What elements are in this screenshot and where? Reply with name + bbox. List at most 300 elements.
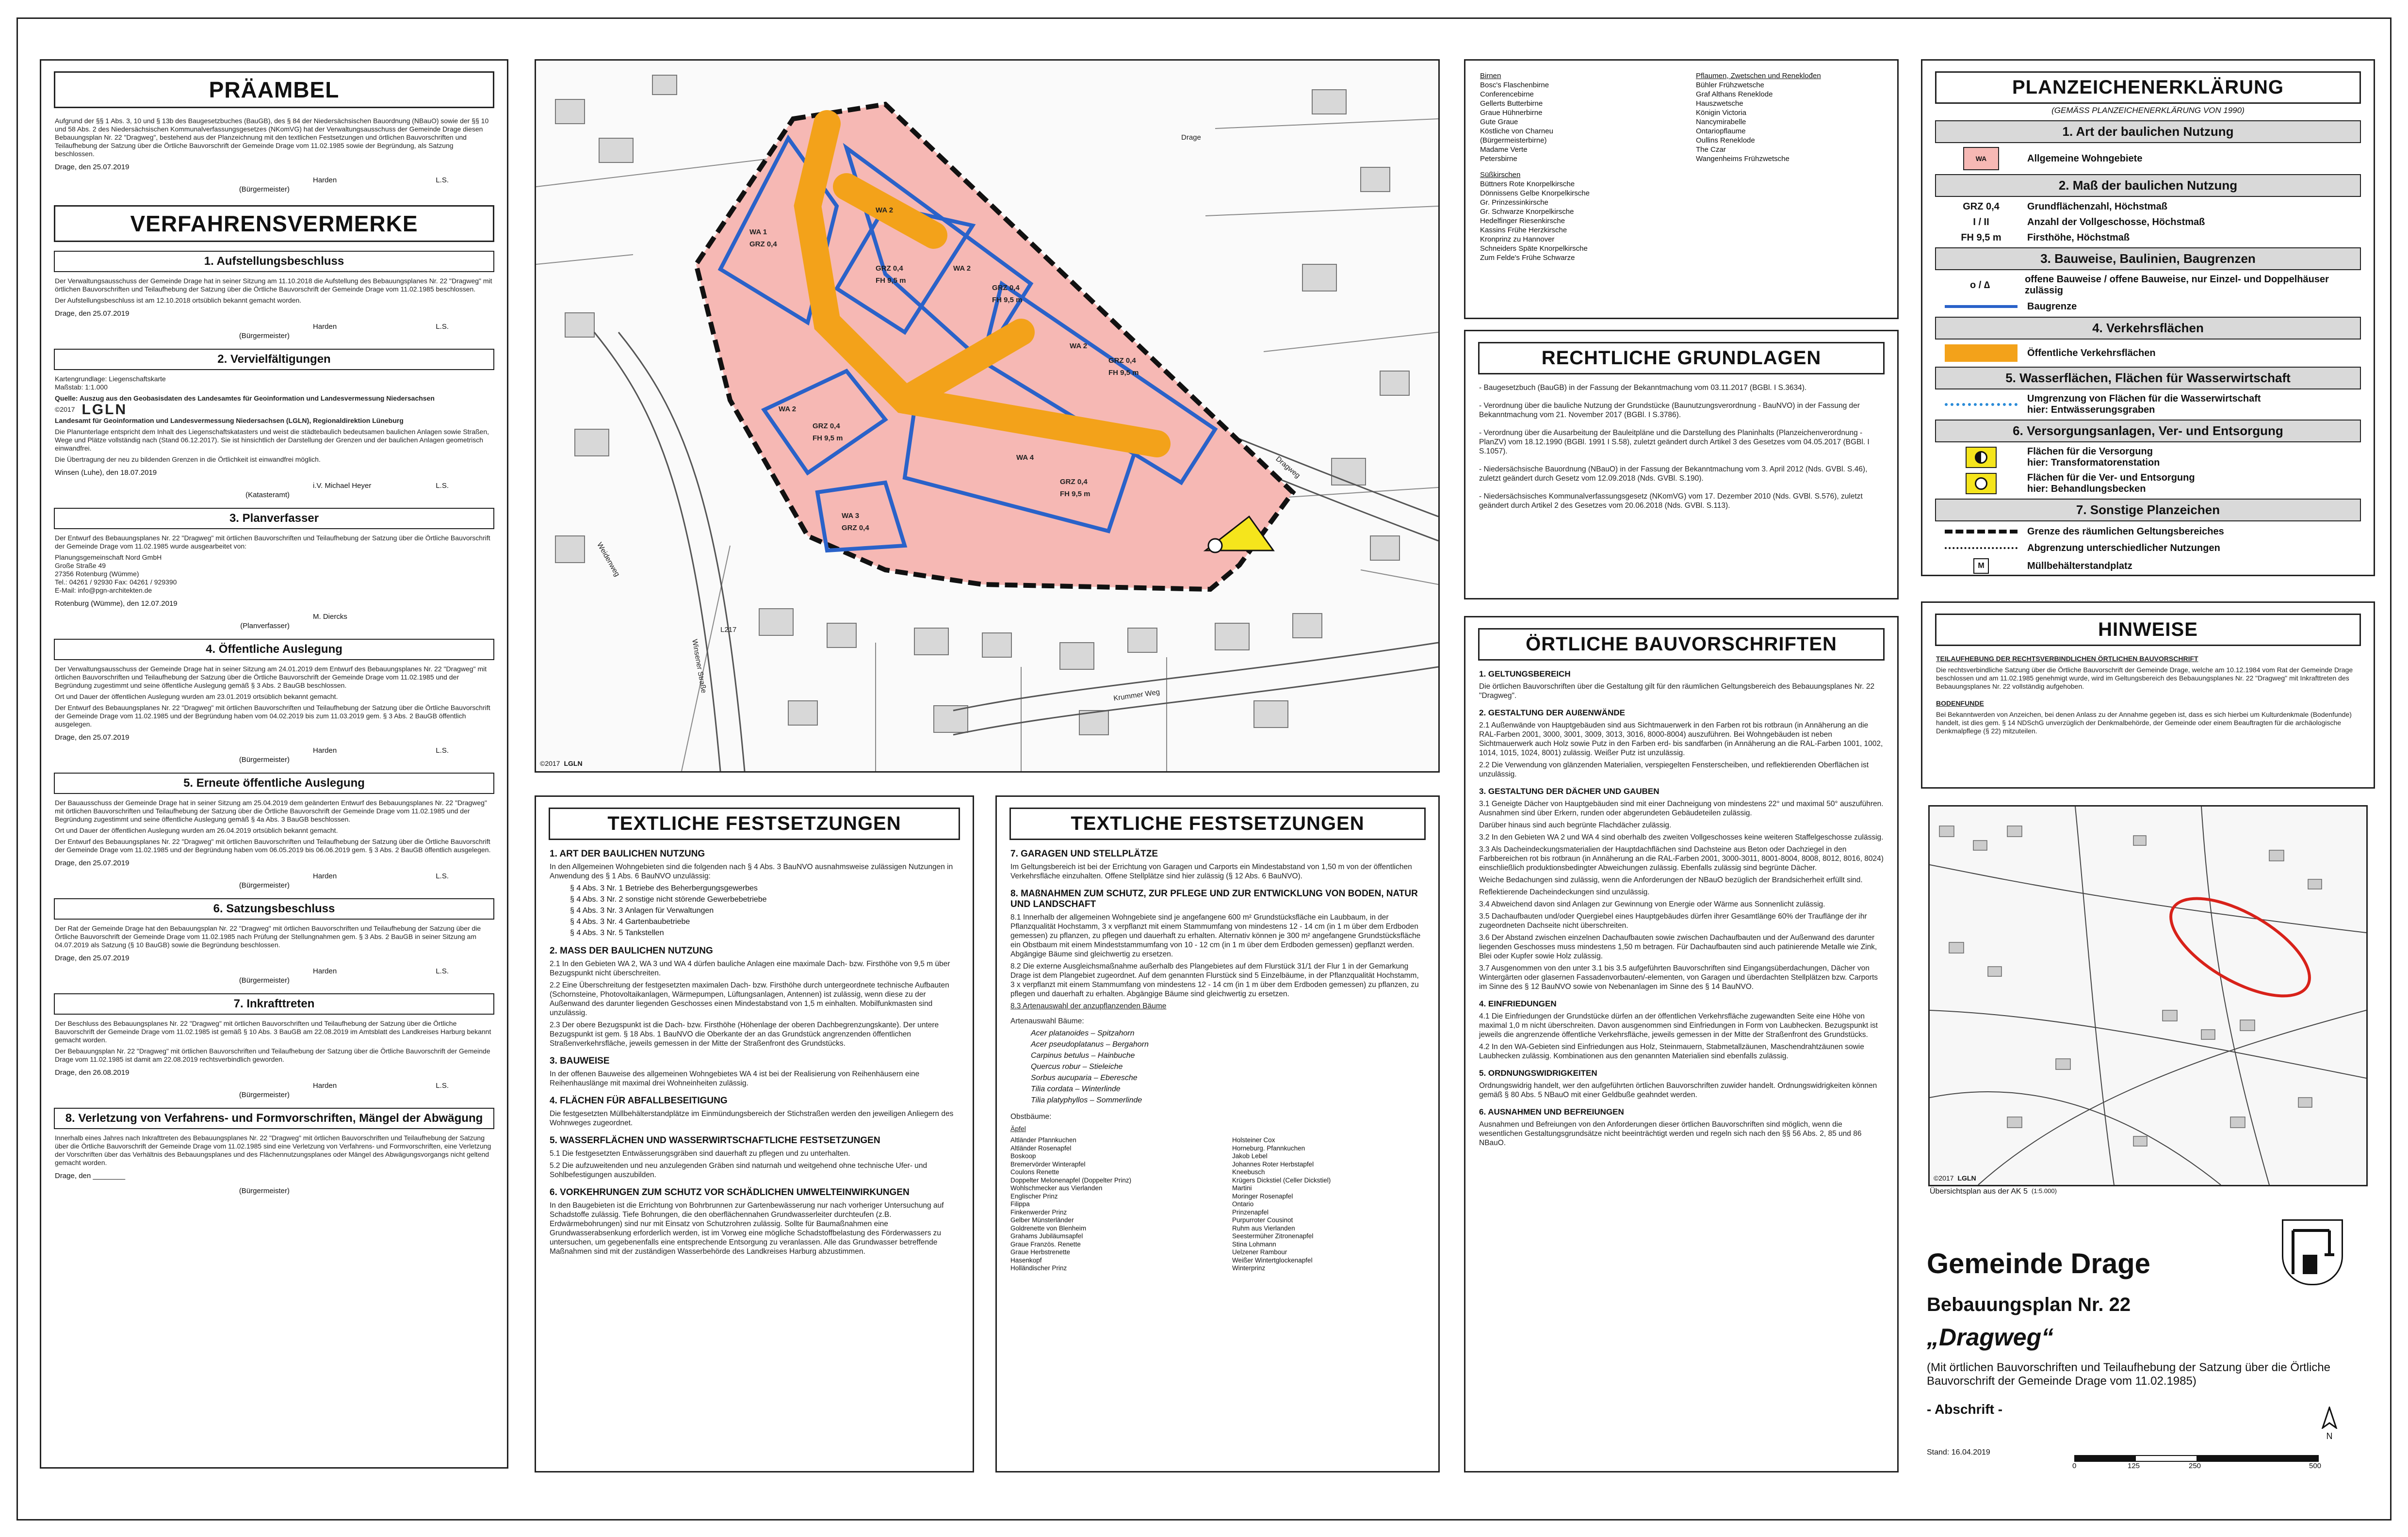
map-label-l217: L217 — [720, 626, 737, 634]
tf1-s2t3: 2.3 Der obere Bezugspunkt ist die Dach- bzw. Firsthöhe (Höhenlage der oberen Dachbegrenzungskante). Der untere Bezugspunkt ist gem. § 18 Abs. 1 BauNVO die Oberkante der an das Grundstück angrenzenden öffentlichen Straßenverkehrsfläche, jeweils gemessen in der Mitte der Straßenfront des Grundstücks. — [550, 1021, 939, 1048]
tf1-s4t: Die festgesetzten Müllbehälterstandplätze im Einmündungsbereich der Stichstraßen werden den jeweiligen Anliegern des Wohnweges zugeordnet. — [550, 1110, 954, 1127]
legend-text-trafo: Flächen für die Versorgung hier: Transformatorenstation — [2027, 446, 2160, 468]
v3-sign — [313, 613, 449, 621]
apfel-item: Wohlschmecker aus Vierlanden — [1010, 1184, 1103, 1192]
legend-text-grenze: Grenze des räumlichen Geltungsbereiches — [2027, 526, 2224, 537]
obst-col-left — [1480, 71, 1667, 262]
wa-swatch-text: WA — [1975, 155, 1987, 162]
v5-date: Drage, den 25.07.2019 — [55, 859, 130, 867]
apfel-item: Prinzenapfel — [1232, 1208, 1269, 1216]
apfel-item: Graue Französ. Renette — [1010, 1240, 1081, 1248]
rechtlich-item: - Verordnung über die Ausarbeitung der Bauleitpläne und die Darstellung des Planinhalts (Planzeichenverordnung - PlanZV) vom 18.12.1990 (BGBl. 1991 I S.58), zuletzt geändert durch Artikel 3 des Gesetzes vom 04.05.2017 (BGBl. I S.1057). — [1479, 429, 1870, 455]
plan-sub: (Mit örtlichen Bauvorschriften und Teilaufhebung der Satzung über die Örtliche Bauvorschrift der Gemeinde Drage vom 11.02.1985) — [1927, 1361, 2331, 1388]
map-wa3-grz: GRZ 0,4 — [842, 524, 869, 532]
pflaumen-item: Bühler Frühzwetsche — [1696, 81, 1764, 89]
v6-title: 6. Satzungsbeschluss — [54, 898, 494, 920]
ob-s3t6: 3.6 Der Abstand zwischen einzelnen Dachaufbauten sowie zwischen Dachaufbauten und der Außenwand des darunter liegenden Geschosses muss mindestens 1,50 m betragen. Für Dachaufbauten sind auch patinierende Metalle wie Zink, Blei oder Kupfer sowie Holz zulässig. — [1479, 934, 1877, 960]
v2-text4: Die Übertragung der neu zu bildenden Grenzen in die Örtlichkeit ist einwandfrei möglich. — [55, 455, 321, 463]
v1-text: Der Verwaltungsausschuss der Gemeinde Drage hat in seiner Sitzung am 11.10.2018 die Aufstellung des Bebauungsplanes Nr. 22 "Dragweg" mit örtlichen Bauvorschriften und Teilaufhebung der Satzung über die Örtliche Bauvorschrift der Gemeinde Drage vom 11.02.1985 beschlossen. — [55, 277, 492, 293]
v1-sign-role: (Bürgermeister) — [239, 332, 290, 340]
rechtlich-title: RECHTLICHE GRUNDLAGEN — [1478, 342, 1885, 374]
map-wa2c-label: WA 2 — [1070, 342, 1088, 350]
v5-text3: Der Entwurf des Bebauungsplanes Nr. 22 "Dragweg" mit örtlichen Bauvorschriften und Teilaufhebung der Satzung über die Örtliche Bauvorschrift der Gemeinde Drage vom 11.02.1985 und der Begründung haben vom 06.05.2019 bis 06.06.2019 gem. § 3 Abs. 2 BauGB öffentlich ausgelegen. — [55, 838, 491, 854]
v2-date: Winsen (Luhe), den 18.07.2019 — [55, 469, 157, 477]
birnen-item: Gellerts Butterbirne — [1480, 99, 1543, 108]
birnen-item: Köstliche von Charneu — [1480, 127, 1553, 135]
rechtlich-item: - Niedersächsisches Kommunalverfassungsgesetz (NKomVG) vom 17. Dezember 2010 (Nds. GVBl. S.576), zuletzt geändert durch Artikel 2 des Gesetzes vom 20.06.2018 (Nds. GVBl. S.113). — [1479, 492, 1863, 510]
v7-sign-ls: L.S. — [436, 1082, 449, 1090]
birnen-item: Graue Hühnerbirne — [1480, 109, 1543, 117]
legend-row-baugrenze — [1935, 300, 2361, 313]
apfel-item: Boskoop — [1010, 1152, 1036, 1160]
plan-name: „Dragweg“ — [1927, 1324, 2054, 1351]
tf1-panel — [535, 795, 974, 1472]
apfel-item: Weißer Wintertglockenapfel — [1232, 1256, 1313, 1264]
ob-s3t3c: Reflektierende Dacheindeckungen sind unzulässig. — [1479, 888, 1650, 896]
v7-title: 7. Inkrafttreten — [54, 993, 494, 1015]
v8-date: Drage, den ________ — [55, 1172, 126, 1180]
tf2-laub-title: Artenauswahl Bäume: — [1010, 1017, 1084, 1025]
v2-logo-row — [55, 402, 493, 418]
v2-copyright: ©2017 — [55, 405, 75, 413]
v2-sign — [313, 482, 449, 490]
tf1-bullet: § 4 Abs. 3 Nr. 3 Anlagen für Verwaltungen — [570, 906, 714, 915]
scale-label: 0 — [2072, 1462, 2077, 1470]
tf2-s7: 7. GARAGEN UND STELLPLÄTZE — [1010, 849, 1158, 859]
praeambel-sign-role: (Bürgermeister) — [239, 185, 290, 194]
v1-sign-ls: L.S. — [436, 323, 449, 331]
legend-sym-grenze — [1935, 530, 2027, 534]
legend-row-wasser — [1935, 393, 2361, 416]
map-label-drage: Drage — [1181, 133, 1201, 142]
ob-s2t1: 2.1 Außenwände von Hauptgebäuden sind aus Sichtmauerwerk in den Farben rot bis rotbraun (in Annäherung an die RAL-Farben 2001, 3000, 3001, 3009, 3013, 3016, 8000-8004) auszuführen. Bei Wohngebäuden ist neben Sichtmauerwerk auch Holz sowie Putz in den Farben erd- bis sandfarben (in Annäherung an die RAL-Farben 1001, 1002, 1014, 1015, 1024, 8001) zulässig. Weißer Putz ist unzulässig. — [1479, 721, 1883, 757]
plan-number: Bebauungsplan Nr. 22 — [1927, 1294, 2131, 1315]
oertlich-title: ÖRTLICHE BAUVORSCHRIFTEN — [1478, 628, 1885, 661]
praeambel-sign-ls: L.S. — [436, 176, 449, 184]
apfel-item: Graue Herbstrenette — [1010, 1248, 1071, 1256]
legend-h7: 7. Sonstige Planzeichen — [1935, 499, 2361, 521]
gemeinde-title: Gemeinde Drage — [1927, 1248, 2150, 1279]
legend-title: PLANZEICHENERKLÄRUNG — [1935, 71, 2361, 104]
ob-s3t4: 3.4 Abweichend davon sind Anlagen zur Gewinnung von Energie oder Wärme aus Sonnenlicht zulässig. — [1479, 900, 1825, 908]
ob-s3t3: 3.3 Als Dacheindeckungsmaterialien der Hauptdachflächen sind Dachsteine aus Beton oder Dachziegel in den Farbbereichen rot bis rotbraun (in Annäherung an die RAL-Farben 2001, 3000-3011, 8001-8004, 8008, 8012, 8016, 8024) einschließlich produktionsbedingter Abweichungen zulässig. Ebenfalls zulässig sind begrünte Dächer. — [1479, 845, 1884, 872]
north-label: N — [2326, 1431, 2333, 1441]
obst-panel — [1464, 59, 1899, 319]
apfel-item: Bremervörder Winterapfel — [1010, 1160, 1086, 1168]
legend-h1: 1. Art der baulichen Nutzung — [1935, 120, 2361, 143]
ob-s2: 2. GESTALTUNG DER AUßENWÄNDE — [1479, 708, 1625, 717]
legend-row-bauweise — [1935, 274, 2361, 296]
tf1-bullet: § 4 Abs. 3 Nr. 4 Gartenbaubetriebe — [570, 918, 690, 926]
v7-sign — [313, 1082, 449, 1090]
v8-text: Innerhalb eines Jahres nach Inkrafttreten des Bebauungsplanes Nr. 22 "Dragweg" mit örtlichen Bauvorschriften und Teilaufhebung der Satzung über die Örtliche Bauvorschrift der Gemeinde Drage vom 11.02.1985 sind eine Verletzung von Verfahrens- und Formvorschriften, eine Verletzung der Vorschriften über das Verhältnis des Bebauungsplanes und des Flächennutzungsplanes oder Mängel des Abwägungsvorgangs nicht geltend gemacht worden. — [55, 1134, 491, 1166]
map-wa2-fh: FH 9,5 m — [876, 276, 906, 285]
v1-sign-name: Harden — [313, 323, 337, 331]
legend-sym-baugrenze — [1935, 305, 2027, 308]
tf2-s7t: Im Geltungsbereich ist bei der Errichtung von Garagen und Carports ein Mindestabstand von 1,50 m von der öffentlichen Verkehrsfläche einzuhalten. Offene Stellplätze sind hier zulässig (§ 12 Abs. 6 BauNVO). — [1010, 863, 1412, 880]
hinweise-t2: Bei Bekanntwerden von Anzeichen, bei denen Anlass zu der Annahme gegeben ist, dass es sich hierbei um Kulturdenkmale (Bodenfunde) handelt, ist dies gem. § 14 NDSchG unverzüglich der Denkmalbehörde, der Gemeinde oder einem Beauftragten für die archäologische Denkmalpflege (§ 22) mitzuteilen. — [1936, 711, 2352, 735]
map-wa4-label: WA 4 — [1016, 453, 1034, 462]
map-wa2b-grz: GRZ 0,4 — [992, 284, 1020, 292]
apfel-col-right — [1232, 1136, 1425, 1273]
legend-sym-muell — [1935, 558, 2027, 574]
tf1-s4: 4. FLÄCHEN FÜR ABFALLBESEITIGUNG — [550, 1096, 728, 1106]
tf2-s8t2: 8.2 Die externe Ausgleichsmaßnahme außerhalb des Plangebietes auf dem Flurstück 31/1 der Flur 1 in der Gemarkung Drage ist dem Plangebiet zugeordnet. Auf dem genannten Flurstück sind 5 Einzelbäume, in der Pflanzqualität Hochstamm, 3 x verpflanzt mit einem Stammumfang von mindestens 12 - 14 cm (in 1 m über dem Erdboden gemessen) zu pflanzen, zu pflegen und dauerhaft zu erhalten. Abgängige Bäume sind gleichwertig zu ersetzen. — [1010, 962, 1419, 998]
ob-s6t: Ausnahmen und Befreiungen von den Anforderungen dieser örtlichen Bauvorschriften sind möglich, wenn die wesentlichen Gestaltungsgrundsätze nicht beeinträchtigt werden und regeln sich nach den §§ 56 Abs. 2, 85 und 86 NBauO. — [1479, 1120, 1862, 1147]
legend-text-muell: Müllbehälterstandplatz — [2027, 560, 2132, 571]
kirschen-item: Dönnissens Gelbe Knorpelkirsche — [1480, 189, 1590, 197]
ob-s3t1b: Darüber hinaus sind auch begrünte Flachdächer zulässig. — [1479, 821, 1672, 829]
map-wa1-label: WA 1 — [749, 228, 767, 236]
legend-panel — [1921, 59, 2375, 576]
north-arrow — [2320, 1407, 2339, 1441]
v5-sign-name: Harden — [313, 872, 337, 880]
legend-row-wa — [1935, 147, 2361, 170]
tf1-s3: 3. BAUWEISE — [550, 1056, 610, 1066]
apfel-item: Coulons Renette — [1010, 1168, 1059, 1176]
plan-map — [535, 59, 1440, 773]
overview-caption-text: Übersichtsplan aus der AK 5 — [1930, 1187, 2028, 1196]
overview-map — [1930, 807, 2366, 1185]
legend-sym-verkehr — [1935, 344, 2027, 362]
map-copyright — [540, 760, 583, 767]
legend-row-fh — [1935, 231, 2361, 244]
v5-sign-role: (Bürgermeister) — [239, 881, 290, 890]
tf1-s2t1: 2.1 In den Gebieten WA 2, WA 3 und WA 4 dürfen bauliche Anlagen eine maximale Dach- bzw. Firsthöhe von 9,5 m über Bezugspunkt nicht überschreiten. — [550, 960, 950, 977]
v6-date: Drage, den 25.07.2019 — [55, 954, 130, 962]
scale-bar — [2074, 1455, 2319, 1462]
v7-text2: Der Bebauungsplan Nr. 22 "Dragweg" mit örtlichen Bauvorschriften und Teilaufhebung der Satzung über die Örtliche Bauvorschrift der Gemeinde Drage vom 11.02.1985 ist damit am 22.08.2019 rechtsverbindlich geworden. — [55, 1047, 490, 1063]
ob-s3t2: 3.2 In den Gebieten WA 2 und WA 4 sind oberhalb des zweiten Vollgeschosses keine weiteren Staffelgeschosse zulässig. — [1479, 833, 1884, 841]
tf2-s8: 8. MAßNAHMEN ZUM SCHUTZ, ZUR PFLEGE UND ZUR ENTWICKLUNG VON BODEN, NATUR UND LANDSCHAFT — [1010, 889, 1418, 909]
apfel-item: Krügers Dickstiel (Celler Dickstiel) — [1232, 1176, 1331, 1184]
birnen-item: Gute Graue — [1480, 118, 1518, 126]
trafo-icon — [1975, 451, 1987, 464]
map-wa2c-fh: FH 9,5 m — [1108, 369, 1139, 377]
kirschen-item: Büttners Rote Knorpelkirsche — [1480, 180, 1575, 188]
apfel-item: Grahams Jubiläumsapfel — [1010, 1232, 1083, 1240]
v2-sign-ls: L.S. — [436, 482, 449, 490]
hinweise-title: HINWEISE — [1935, 614, 2361, 646]
apfel-item: Finkenwerder Prinz — [1010, 1208, 1067, 1216]
v5-sign-ls: L.S. — [436, 872, 449, 880]
apfel-item: Stina Lohmann — [1232, 1240, 1276, 1248]
obst-col-right — [1696, 71, 1883, 262]
legend-subtitle: (GEMÄSS PLANZEICHENERKLÄRUNG VON 1990) — [2051, 106, 2245, 115]
map-wa2d-grz: GRZ 0,4 — [813, 422, 840, 430]
muell-icon: M — [1973, 558, 1989, 574]
tf1-s5t2: 5.2 Die aufzuweitenden und neu anzulegenden Gräben sind naturnah und weitgehend ohne technische Ufer- und Sohlbefestigungen auszubilden. — [550, 1162, 927, 1179]
tf2-laub-item: Tilia cordata – Winterlinde — [1031, 1085, 1121, 1093]
v2-text3: Die Planunterlage entspricht dem Inhalt des Liegenschaftskatasters und weist die städtebaulich bedeutsamen baulichen Anlagen sowie Straßen, Wege und Plätze vollständig nach (Stand 06.12.2017). Sie ist hinsichtlich der Darstellung der Grenzen und der baulichen Anlagen geometrisch einwandfrei. — [55, 428, 489, 452]
ob-s2t2: 2.2 Die Verwendung von glänzenden Materialien, verspiegelten Fensterscheiben, und reflektierenden Oberflächen ist unzulässig. — [1479, 761, 1869, 778]
praeambel-sign-name: Harden — [313, 176, 337, 184]
map-wa2b-fh: FH 9,5 m — [992, 296, 1023, 304]
wa-swatch — [1963, 147, 1999, 170]
apfel-col-left — [1010, 1136, 1203, 1273]
tf1-s3t: In der offenen Bauweise des allgemeinen Wohngebietes WA 4 ist bei der Realisierung von Reihenhäusern eine Reihenhauslänge mit maximal drei Wohneinheiten zulässig. — [550, 1070, 920, 1087]
pflaumen-item: Graf Althans Reneklode — [1696, 90, 1773, 98]
tf1-s5t1: 5.1 Die festgesetzten Entwässerungsgräben sind dauerhaft zu pflegen und zu unterhalten. — [550, 1149, 850, 1158]
praeambel-text: Aufgrund der §§ 1 Abs. 3, 10 und § 13b des Baugesetzbuches (BauGB), des § 84 der Niedersächsischen Bauordnung (NBauO) sowie der §§ 10 und 58 Abs. 2 des Niedersächsischen Kommunalverfassungsgesetzes (NKomVG) hat der Verwaltungsausschuss der Gemeinde Drage diesen Bebauungsplan Nr. 22 "Dragweg", bestehend aus der Planzeichnung mit den textlichen Festsetzungen und örtlichen Bauvorschriften und Teilaufhebung der Satzung über die Örtliche Bauvorschrift der Gemeinde Drage vom 11.02.1985 sowie der Begründung, als Satzung beschlossen. — [55, 117, 489, 158]
v4-title: 4. Öffentliche Auslegung — [54, 639, 494, 660]
v7-sign-name: Harden — [313, 1082, 337, 1090]
legend-row-muell — [1935, 558, 2361, 574]
apfel-item: Gelber Münsterländer — [1010, 1216, 1074, 1224]
legend-text-baugrenze: Baugrenze — [2027, 301, 2077, 312]
map-lgln-logo: LGLN — [564, 760, 583, 767]
v4-sign — [313, 746, 449, 755]
legend-text-fh: Firsthöhe, Höchstmaß — [2027, 232, 2130, 243]
tf2-s8t1: 8.1 Innerhalb der allgemeinen Wohngebiete sind je angefangene 600 m² Grundstücksfläche ein Laubbaum, in der Pflanzqualität Hochstamm, 3 x verpflanzt mit einem Stammumfang von mindestens 12 - 14 cm (in 1 m über dem Erdboden gemessen) zu pflanzen, zu pflegen und dauerhaft zu erhalten. Alternativ können je 300 m² angefangene Grundstücksfläche ein Obstbaum mit einem Mindeststammumfang von 10 - 12 cm (in 1 m über dem Erdboden gemessen) gepflanzt werden. Abgängige Bäume sind gleichwertig zu ersetzen. — [1010, 913, 1421, 958]
map-wa4-fh: FH 9,5 m — [1060, 490, 1090, 498]
apfel-item: Uelzener Rambour — [1232, 1248, 1287, 1256]
v4-date: Drage, den 25.07.2019 — [55, 733, 130, 742]
tf1-s6t: In den Baugebieten ist die Errichtung von Bohrbrunnen zur Gartenbewässerung nur nach vorheriger Untersuchung auf Schadstoffe zulässig. Tiefe Bohrungen, die den oberflächennahen Grundwasserleiter durchteufen (z.B. Erdwärmebohrungen) sind nur mit Einsatz von Schutzrohren zulässig. Sollte für Baumaßnahmen eine Grundwasserabsenkung erforderlich werden, ist im Vorweg eine mögliche Schadstoffbelastung des Förderwassers zu untersuchen, um gegebenenfalls eine entsprechende Entsorgung zu veranlassen. Alle das Grundwasser betreffende Maßnahmen sind mit der zuständigen Wasserbehörde des Landkreises Harburg abzustimmen. — [550, 1201, 944, 1256]
rechtlich-item: - Niedersächsische Bauordnung (NBauO) in der Fassung der Bekanntmachung vom 3. April 2012 (Nds. GVBl. S.46), zuletzt geändert durch Gesetz vom 12.09.2018 (Nds. GVBl. S.190). — [1479, 465, 1868, 483]
legend-sym-trafo — [1935, 447, 2027, 468]
tf2-laub-item: Carpinus betulus – Hainbuche — [1031, 1052, 1135, 1060]
map-label-winsener: Winsener Straße — [690, 638, 708, 694]
overview-copyright-text: ©2017 — [1934, 1174, 1954, 1182]
rechtlich-item: - Baugesetzbuch (BauGB) in der Fassung der Bekanntmachung vom 03.11.2017 (BGBl. I S.3634). — [1479, 384, 1807, 392]
v6-sign-role: (Bürgermeister) — [239, 976, 290, 985]
legend-h5: 5. Wasserflächen, Flächen für Wasserwirtschaft — [1935, 367, 2361, 389]
v6-sign — [313, 967, 449, 975]
ob-s3t5: 3.5 Dachaufbauten und/oder Quergiebel eines Hauptgebäudes dürfen ihrer Gesamtlänge 60% der Trauflänge der ihr zugeordneten Dachseite nicht überschreiten. — [1479, 912, 1867, 930]
tf2-laub-item: Acer pseudoplatanus – Bergahorn — [1031, 1040, 1149, 1049]
praeambel-date: Drage, den 25.07.2019 — [55, 163, 130, 171]
apfel-item: Purpurroter Cousinot — [1232, 1216, 1293, 1224]
v2-text: Kartengrundlage: Liegenschaftskarte Maßstab: 1:1.000 — [55, 375, 166, 391]
tf1-s1: 1. ART DER BAULICHEN NUTZUNG — [550, 849, 705, 859]
becken-icon — [1975, 477, 1987, 490]
v5-sign — [313, 872, 449, 880]
kirschen-item: Schneiders Späte Knorpelkirsche — [1480, 244, 1588, 253]
birnen-item: (Bürgermeisterbirne) — [1480, 136, 1547, 145]
v7-text: Der Beschluss des Bebauungsplanes Nr. 22 "Dragweg" mit örtlichen Bauvorschriften und Teilaufhebung der Satzung über die Örtliche Bauvorschrift der Gemeinde Drage vom 11.02.1985 ist gemäß § 10 Abs. 3 BauGB am 22.08.2019 im Amtsblatt des Landkreises Harburg bekannt gemacht worden. — [55, 1019, 491, 1044]
ob-s6: 6. AUSNAHMEN UND BEFREIUNGEN — [1479, 1107, 1624, 1116]
legend-text-geschosse: Anzahl der Vollgeschosse, Höchstmaß — [2027, 216, 2205, 227]
kirschen-item: Kassins Frühe Herzkirsche — [1480, 226, 1567, 234]
legend-text-verkehr: Öffentliche Verkehrsflächen — [2027, 347, 2156, 358]
map-wa2b-label: WA 2 — [953, 264, 971, 273]
ob-s4t1: 4.1 Die Einfriedungen der Grundstücke dürfen an der öffentlichen Verkehrsfläche zugewandten Seite eine Höhe von maximal 1,0 m nicht überschreiten. Davon ausgenommen sind Einfriedungen in Form von Laubhecken. Bezugspunkt ist jeweils die angrenzende öffentliche Verkehrsfläche, jeweils gemessen in der Mitte der Straßenfront des Grundstücks. — [1479, 1012, 1878, 1039]
apfel-item: Holsteiner Cox — [1232, 1136, 1275, 1144]
legend-sym-wasser — [1935, 403, 2027, 406]
verfahren-title: VERFAHRENSVERMERKE — [54, 205, 494, 242]
v8-title: 8. Verletzung von Verfahrens- und Formvorschriften, Mängel der Abwägung — [54, 1108, 494, 1129]
tf1-s2t2: 2.2 Eine Überschreitung der festgesetzten maximalen Dach- bzw. Firsthöhe durch untergeordnete technische Aufbauten (Schornsteine, Photovoltaikanlagen, Wärmepumpen, Lüftungsanlagen, Antennen) ist zulässig, wenn diese zu der Außenwand des darunter liegenden Geschosses einen Mindestabstand von 1,5 m einhalten. Mobilfunkmasten sind unzulässig. — [550, 981, 949, 1017]
rechtlich-item: - Verordnung über die bauliche Nutzung der Grundstücke (Baunutzungsverordnung - BauNVO) in der Fassung der Bekanntmachung vom 21. November 2017 (BGBl. I S.3786). — [1479, 402, 1860, 419]
pflaumen-item: Oullins Reneklode — [1696, 136, 1755, 145]
apfel-columns — [1010, 1136, 1425, 1273]
legend-text-wasser: Umgrenzung von Flächen für die Wasserwirtschaft hier: Entwässerungsgraben — [2027, 393, 2261, 415]
v3-text: Der Entwurf des Bebauungsplanes Nr. 22 "Dragweg" mit örtlichen Bauvorschriften und Teilaufhebung der Satzung über die Örtliche Bauvorschrift der Gemeinde Drage vom 11.02.1985 wurde ausgearbeitet von: — [55, 534, 490, 550]
v2-source: Quelle: Auszug aus den Geobasisdaten des Landesamtes für Geoinformation und Landesvermessung Niedersachsen — [55, 394, 435, 402]
v5-text2: Ort und Dauer der öffentlichen Auslegung wurden am 26.04.2019 ortsüblich bekannt gemacht. — [55, 826, 338, 834]
apfel-item: Martini — [1232, 1184, 1252, 1192]
scale-label: 125 — [2128, 1462, 2140, 1470]
v3-sign-role: (Planverfasser) — [240, 622, 290, 630]
kirschen-item: Zum Felde's Frühe Schwarze — [1480, 254, 1575, 262]
v6-sign-name: Harden — [313, 967, 337, 975]
legend-row-trafo — [1935, 446, 2361, 469]
tf1-s1t: In den Allgemeinen Wohngebieten sind die folgenden nach § 4 Abs. 3 BauNVO ausnahmsweise zulässigen Nutzungen in Anwendung des § 1 Abs. 6 BauNVO unzulässig: — [550, 863, 953, 880]
overview-caption — [1930, 1187, 2057, 1196]
v4-sign-name: Harden — [313, 746, 337, 755]
apfel-item: Filippa — [1010, 1200, 1030, 1208]
legend-row-grenze — [1935, 525, 2361, 538]
rechtlich-panel — [1464, 330, 1899, 599]
legend-h3: 3. Bauweise, Baulinien, Baugrenzen — [1935, 247, 2361, 270]
map-base — [536, 61, 1438, 771]
apfel-item: Johannes Roter Herbstapfel — [1232, 1160, 1314, 1168]
overview-copyright — [1934, 1174, 1976, 1182]
apfel-item: Jakob Lebel — [1232, 1152, 1268, 1160]
tf2-laub-item: Quercus robur – Stieleiche — [1031, 1063, 1123, 1071]
map-wa2c-grz: GRZ 0,4 — [1108, 356, 1136, 365]
v2-office: Landesamt für Geoinformation und Landesvermessung Niedersachsen (LGLN), Regionaldirektion Lüneburg — [55, 417, 404, 424]
map-wa2-grz: GRZ 0,4 — [876, 264, 903, 273]
pflaumen-item: Königin Victoria — [1696, 109, 1746, 117]
birnen-title: Birnen — [1480, 72, 1501, 80]
overview-scale: (1:5.000) — [2031, 1187, 2057, 1195]
ob-s3t1: 3.1 Geneigte Dächer von Hauptgebäuden sind mit einer Dachneigung von mindestens 22° und maximal 50° auszuführen. Ausnahmen sind über Erkern, runden oder abgerundeten Gebäudeteilen zulässig. — [1479, 800, 1884, 817]
apfel-item: Altländer Rosenapfel — [1010, 1144, 1072, 1152]
ob-s4: 4. EINFRIEDUNGEN — [1479, 999, 1557, 1008]
legend-row-grz — [1935, 200, 2361, 213]
tf1-title: TEXTLICHE FESTSETZUNGEN — [549, 808, 960, 840]
tf1-s2: 2. MASS DER BAULICHEN NUTZUNG — [550, 946, 713, 956]
legend-sym-bauweise: o / ∆ — [1969, 279, 1990, 291]
pflaumen-item: Hauszwetsche — [1696, 99, 1743, 108]
overview-panel — [1928, 805, 2368, 1186]
v2-title: 2. Vervielfältigungen — [54, 349, 494, 370]
map-wa4-grz: GRZ 0,4 — [1060, 478, 1088, 486]
hinweise-panel — [1921, 601, 2375, 789]
tf2-panel — [995, 795, 1440, 1472]
scale-label: 250 — [2189, 1462, 2201, 1470]
map-wa1-grz: GRZ 0,4 — [749, 240, 777, 248]
map-label-dragweg: Dragweg — [1274, 454, 1302, 480]
legend-sym-geschosse: I / II — [1973, 216, 1989, 227]
legend-row-becken — [1935, 472, 2361, 495]
v4-text2: Ort und Dauer der öffentlichen Auslegung wurden am 23.01.2019 ortsüblich bekannt gemacht. — [55, 693, 338, 700]
v1-date: Drage, den 25.07.2019 — [55, 309, 130, 318]
apfel-item: Englischer Prinz — [1010, 1192, 1058, 1200]
apfel-item: Ontario — [1232, 1200, 1254, 1208]
legend-sym-grz: GRZ 0,4 — [1963, 201, 2000, 212]
tf1-s6: 6. VORKEHRUNGEN ZUM SCHUTZ VOR SCHÄDLICHEN UMWELTEINWIRKUNGEN — [550, 1187, 910, 1197]
overview-lgln-logo: LGLN — [1957, 1174, 1976, 1182]
praeambel-sign — [313, 176, 449, 184]
legend-text-grz: Grundflächenzahl, Höchstmaß — [2027, 201, 2167, 212]
scale-label: 500 — [2309, 1462, 2322, 1470]
tf2-laub-item: Acer platanoides – Spitzahorn — [1031, 1029, 1135, 1037]
v4-text: Der Verwaltungsausschuss der Gemeinde Drage hat in seiner Sitzung am 24.01.2019 dem Entwurf des Bebauungsplanes Nr. 22 "Dragweg" mit örtlichen Bauvorschriften und Teilaufhebung der Satzung über die Örtliche Bauvorschrift der Gemeinde Drage vom 11.02.1985 und der Begründung zugestimmt und seine öffentliche Auslegung gemäß § 3 Abs. 2 BauGB beschlossen. — [55, 665, 487, 689]
legend-h4: 4. Verkehrsflächen — [1935, 317, 2361, 340]
v7-date: Drage, den 26.08.2019 — [55, 1068, 130, 1077]
tf1-bullet: § 4 Abs. 3 Nr. 1 Betriebe des Beherbergungsgewerbes — [570, 884, 758, 892]
v3-title: 3. Planverfasser — [54, 508, 494, 529]
left-panel — [40, 59, 508, 1469]
apfel-item: Ruhm aus Vierlanden — [1232, 1224, 1295, 1232]
ob-s5t: Ordnungswidrig handelt, wer den aufgeführten örtlichen Bauvorschriften zuwider handelt. Ordnungswidrigkeiten können gemäß § 80 Abs. 5 NBauO mit einer Geldbuße geahndet werden. — [1479, 1082, 1877, 1099]
map-wa2d-fh: FH 9,5 m — [813, 434, 843, 442]
map-wa3-label: WA 3 — [842, 512, 860, 520]
map-label-krummer: Krummer Weg — [1113, 688, 1161, 703]
ob-s5: 5. ORDNUNGSWIDRIGKEITEN — [1479, 1068, 1597, 1078]
map-label-weidenweg: Weidenweg — [595, 541, 621, 578]
kirschen-item: Gr. Schwarze Knorpelkirsche — [1480, 208, 1574, 216]
legend-text-abgrenzung: Abgrenzung unterschiedlicher Nutzungen — [2027, 542, 2220, 553]
birnen-item: Bosc's Flaschenbirne — [1480, 81, 1549, 89]
apfel-item: Holländischer Prinz — [1010, 1264, 1067, 1272]
v5-text: Der Bauausschuss der Gemeinde Drage hat in seiner Sitzung am 25.04.2019 dem geänderten Entwurf des Bebauungsplanes Nr. 22 "Dragweg" mit örtlichen Bauvorschriften und Teilaufhebung der Satzung über die Örtliche Bauvorschrift der Gemeinde Drage vom 11.02.1985 und der Begründung zugestimmt und seine öffentliche Auslegung gemäß § 4a Abs. 3 BauGB beschlossen. — [55, 799, 487, 823]
legend-row-geschosse — [1935, 215, 2361, 229]
wappen-icon — [2283, 1221, 2339, 1281]
legend-h6: 6. Versorgungsanlagen, Ver- und Entsorgung — [1935, 420, 2361, 442]
pflaumen-title: Pflaumen, Zwetschen und Reneklođen — [1696, 72, 1821, 80]
legend-text-becken: Flächen für die Ver- und Entsorgung hier: Behandlungsbecken — [2027, 472, 2195, 494]
v6-sign-ls: L.S. — [436, 967, 449, 975]
v1-sign — [313, 323, 449, 331]
legend-row-verkehr — [1935, 343, 2361, 363]
abschrift: - Abschrift - — [1927, 1402, 2003, 1417]
apfel-item: Goldrenette von Blenheim — [1010, 1224, 1087, 1232]
tf2-s8t3: 8.3 Artenauswahl der anzupflanzenden Bäume — [1010, 1002, 1167, 1010]
kirschen-item: Kronprinz zu Hannover — [1480, 235, 1555, 243]
hinweise-t1: Die rechtsverbindliche Satzung über die Örtliche Bauvorschrift der Gemeinde Drage, welche am 10.12.1984 vom Rat der Gemeinde Drage beschlossen und am 11.02.1985 genehmigt wurde, wird im Geltungsbereich des Bebauungsplanes Nr. 22 "Dragweg" mit Inkrafttreten des Bebauungsplanes Nr. 22 vollständig aufgehoben. — [1936, 666, 2353, 690]
v1-text2: Der Aufstellungsbeschluss ist am 12.10.2018 ortsüblich bekannt gemacht worden. — [55, 296, 302, 304]
map-copyright-text: ©2017 — [540, 760, 560, 767]
apfel-item: Doppelter Melonenapfel (Doppelter Prinz) — [1010, 1176, 1132, 1184]
v3-date: Rotenburg (Wümme), den 12.07.2019 — [55, 599, 178, 608]
legend-sym-wa — [1935, 147, 2027, 170]
v8-sign-role: (Bürgermeister) — [239, 1187, 290, 1195]
birnen-list — [1480, 81, 1667, 163]
apfel-item: Winterprinz — [1232, 1264, 1266, 1272]
pflaumen-item: Ontariopflaume — [1696, 127, 1746, 135]
birnen-item: Madame Verte — [1480, 146, 1528, 154]
ob-s3t3b: Weiche Bedachungen sind zulässig, wenn die Anforderungen der NBauO bezüglich der Brandsicherheit erfüllt sind. — [1479, 876, 1863, 884]
hinweise-h2: BODENFUNDE — [1936, 699, 1984, 707]
ob-s3: 3. GESTALTUNG DER DÄCHER UND GAUBEN — [1479, 787, 1660, 796]
oertlich-panel — [1464, 616, 1899, 1472]
apfel-item: Altländer Pfannkuchen — [1010, 1136, 1076, 1144]
ob-s1t: Die örtlichen Bauvorschriften über die Gestaltung gilt für den räumlichen Geltungsbereich des Bebauungsplanes Nr. 22 "Dragweg". — [1479, 682, 1875, 700]
map-wa2-label: WA 2 — [876, 206, 894, 214]
legend-text-bauweise: offene Bauweise / offene Bauweise, nur Einzel- und Doppelhäuser zulässig — [2025, 274, 2329, 296]
ob-s3t7: 3.7 Ausgenommen von den unter 3.1 bis 3.5 aufgeführten Bauvorschriften sind Eingangsüberdachungen, Dächer von Wintergärten oder glasernen Fassadenvorbauten/-elementen, von Garagen und überdachten Stellplätzen bzw. Carports im Sinne des § 12 BauNVO sowie von Nebenanlagen im Sinne des § 14 BauNVO. — [1479, 964, 1878, 991]
tf1-bullet: § 4 Abs. 3 Nr. 5 Tankstellen — [570, 929, 664, 937]
lgln-logo: LGLN — [81, 402, 128, 418]
tf2-laub-item: Sorbus aucuparia – Eberesche — [1031, 1074, 1138, 1082]
v1-title: 1. Aufstellungsbeschluss — [54, 251, 494, 272]
v4-sign-role: (Bürgermeister) — [239, 756, 290, 764]
hinweise-h1: TEILAUFHEBUNG DER RECHTSVERBINDLICHEN ÖRTLICHEN BAUVORSCHRIFT — [1936, 655, 2198, 663]
legend-sym-fh: FH 9,5 m — [1961, 232, 2001, 243]
pflaumen-item: The Czar — [1696, 146, 1726, 154]
legend-text-wa: Allgemeine Wohngebiete — [2027, 153, 2143, 164]
apfel-item: Seestermüher Zitronenapfel — [1232, 1232, 1314, 1240]
v7-sign-role: (Bürgermeister) — [239, 1091, 290, 1099]
north-arrow-icon — [2320, 1407, 2339, 1429]
pflaumen-item: Wangenheims Frühzwetsche — [1696, 155, 1790, 163]
v4-sign-ls: L.S. — [436, 746, 449, 755]
map-wa2d-label: WA 2 — [779, 405, 797, 413]
